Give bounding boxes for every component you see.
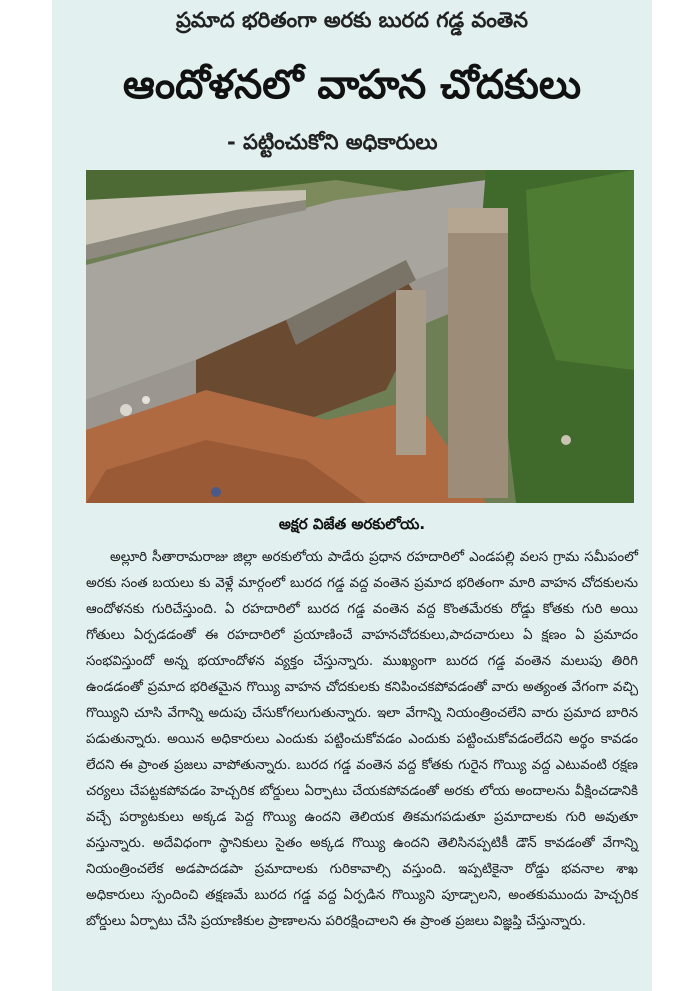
kicker-headline: ప్రమాద భరితంగా అరకు బురద గడ్డ వంతెన — [175, 8, 529, 32]
sub-headline: - పట్టించుకోని అధికారులు — [227, 130, 438, 154]
damaged-bridge-photo — [86, 170, 634, 503]
main-headline: ఆందోళనలో వాహన చోదకులు — [122, 62, 582, 108]
news-clipping — [52, 0, 652, 991]
article-body: అల్లూరి సీతారామరాజు జిల్లా అరకులోయ పాడేరు ప్రధాన రహదారిలో ఎండపల్లి వలస గ్రామ సమీపంలో అరకు సంత బయలు కు వెళ్లే మార్గంలో బురద గడ్డ వద్ద వంతెన ప్రమాద భరితంగా మారి వాహన చోదకులను ఆందోళనకు గురిచేస్తుంది. ఏ రహదారిలో బురద గడ్డ వంతెన వద్ద కొంతమేరకు రోడ్డు కోతకు గురి అయి గోతులు ఏర్పడడంతో ఈ రహదారిలో ప్రయాణించే వాహనచోదకులు,పాదచారులు ఏ క్షణం ఏ ప్రమాదం సంభవిస్తుందో అన్న భయాందోళన వ్యక్తం చేస్తున్నారు. ముఖ్యంగా బురద గడ్డ వంతెన మలుపు తిరిగి ఉండడంతో ప్రమాద భరితమైన గొయ్యి వాహన చోదకులకు కనిపించకపోవడంతో వారు అత్యంత వేగంగా వచ్చి గొయ్యిని చూసి వేగాన్ని అదుపు చేసుకోగలుగుతున్నారు. ఇలా వేగాన్ని నియంత్రించలేని వారు ప్రమాద బారిన పడుతున్నారు. అయిన అధికారులు ఎందుకు పట్టించుకోవడం ఎందుకు పట్టించుకోవడంలేదని అర్థం కావడం లేదని ఈ ప్రాంత ప్రజలు వాపోతున్నారు. బురద గడ్డ వంతెన వద్ద కోతకు గురైన గొయ్యి వద్ద ఎటువంటి రక్షణ చర్యలు చేపట్టకపోవడం హెచ్చరిక బోర్డులు ఏర్పాటు చేయకపోవడంతో అరకు లోయ అందాలను వీక్షించడానికి వచ్చే పర్యాటకులు అక్కడ పెద్ద గొయ్యి ఉందని తెలియక తికమగపడుతూ ప్రమాదాలకు గురి అవుతూ వస్తున్నారు. అదేవిధంగా స్థానికులు సైతం అక్కడ గొయ్యి ఉందని తెలిసినప్పటికీ డౌన్ కావడంతో వేగాన్ని నియంత్రించలేక అడపాదడపా ప్రమాదాలకు గురికావాల్సి వస్తుంది. ఇప్పటికైనా రోడ్డు భవనాల శాఖ అధికారులు స్పందించి తక్షణమే బురద గడ్డ వద్ద ఏర్పడిన గొయ్యిని పూడ్చాలని, అంతకుముందు హెచ్చరిక బోర్డులు ఏర్పాటు చేసి ప్రయాణికుల ప్రాణాలను పరిరక్షించాలని ఈ ప్రాంత ప్రజలు విజ్ఞప్తి చేస్తున్నారు. — [86, 550, 638, 929]
byline: అక్షర విజేత అరకులోయ. — [278, 515, 426, 533]
